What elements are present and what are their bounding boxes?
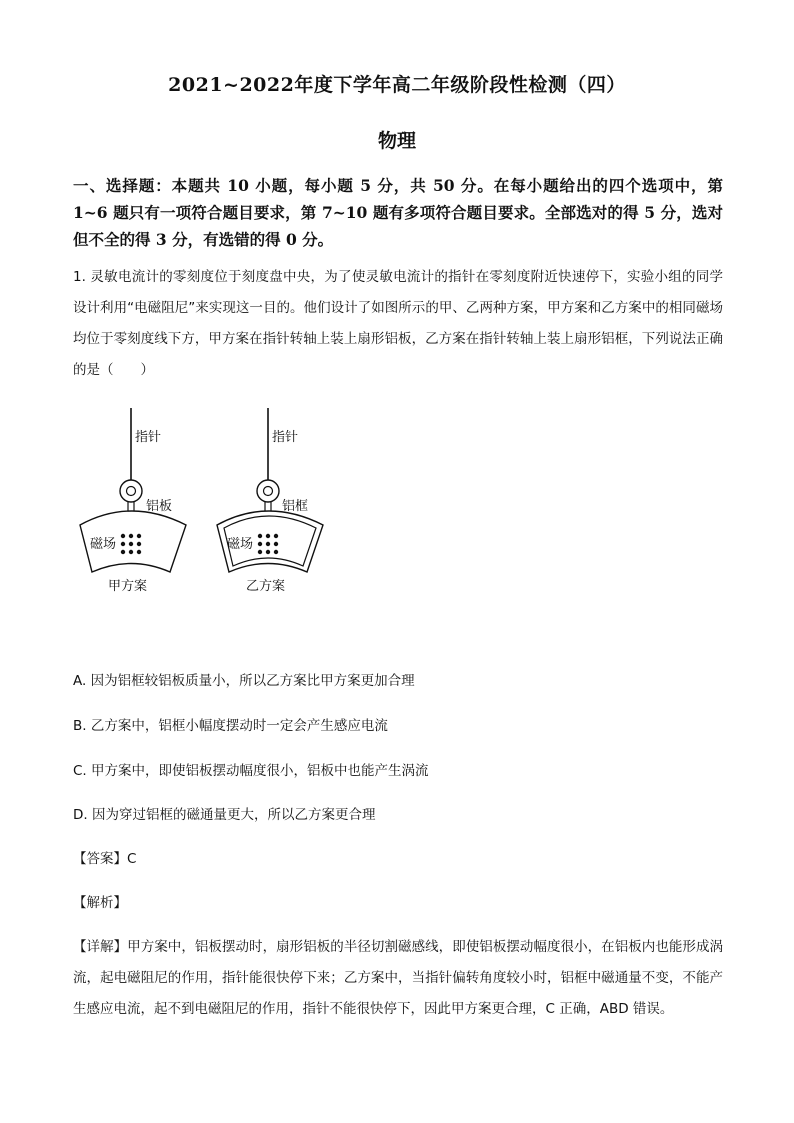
- scheme-b-pointer-label: 指针: [272, 430, 299, 445]
- scheme-a-pivot-inner: [127, 487, 136, 496]
- scheme-a-field-dots: [121, 534, 141, 554]
- subject-title: 物理: [377, 130, 416, 152]
- scheme-a-field-label: 磁场: [90, 537, 117, 552]
- scheme-b-field-dots: [258, 534, 278, 554]
- scheme-b-diagram: [217, 408, 323, 594]
- scheme-a-plate-label: 铝板: [146, 499, 173, 514]
- scheme-a-diagram: [80, 408, 186, 594]
- scheme-b-frame-label: 铝框: [282, 499, 309, 514]
- scheme-b-field-label: 磁场: [227, 537, 254, 552]
- section-instructions: 一、选择题：本题共 10 小题，每小题 5 分，共 50 分。在每小题给出的四个选项中，第 1~6 题只有一项符合题目要求，第 7~10 题有多项符合题目要求。全部选对的得 5 分，选对但不全的得 3 分，有选错的得 0 分。: [73, 176, 723, 249]
- scheme-b-caption: 乙方案: [246, 579, 286, 594]
- exam-title: 2021~2022年度下学年高二年级阶段性检测（四）: [168, 74, 626, 96]
- scheme-a-caption: 甲方案: [108, 579, 148, 594]
- analysis-heading: 【解析】: [73, 895, 127, 911]
- option-d: D. 因为穿过铝框的磁通量更大，所以乙方案更合理: [73, 807, 376, 823]
- damping-schemes-figure: [60, 400, 340, 610]
- answer-line: 【答案】C: [73, 851, 137, 867]
- option-a: A. 因为铝框较铝板质量小，所以乙方案比甲方案更加合理: [73, 673, 415, 689]
- option-c: C. 甲方案中，即使铝板摆动幅度很小，铝板中也能产生涡流: [73, 763, 429, 779]
- scheme-b-pivot-inner: [264, 487, 273, 496]
- option-b: B. 乙方案中，铝框小幅度摆动时一定会产生感应电流: [73, 718, 388, 734]
- scheme-a-pointer-label: 指针: [135, 430, 162, 445]
- question-stem: 1. 灵敏电流计的零刻度位于刻度盘中央，为了使灵敏电流计的指针在零刻度附近快速停下，实验小组的同学设计利用“电磁阻尼”来实现这一目的。他们设计了如图所示的甲、乙两种方案，甲方案和乙方案中的相同磁场均位于零刻度线下方，甲方案在指针转轴上装上扇形铝板，乙方案在指针转轴上装上扇形铝框，下列说法正确的是（ ）: [73, 269, 723, 378]
- detailed-explanation: 【详解】甲方案中，铝板摆动时，扇形铝板的半径切割磁感线，即使铝板摆动幅度很小，在铝板内也能形成涡流，起电磁阻尼的作用，指针能很快停下来；乙方案中，当指针偏转角度较小时，铝框中磁通量不变，不能产生感应电流，起不到电磁阻尼的作用，指针不能很快停下，因此甲方案更合理，C 正确，ABD 错误。: [73, 939, 723, 1017]
